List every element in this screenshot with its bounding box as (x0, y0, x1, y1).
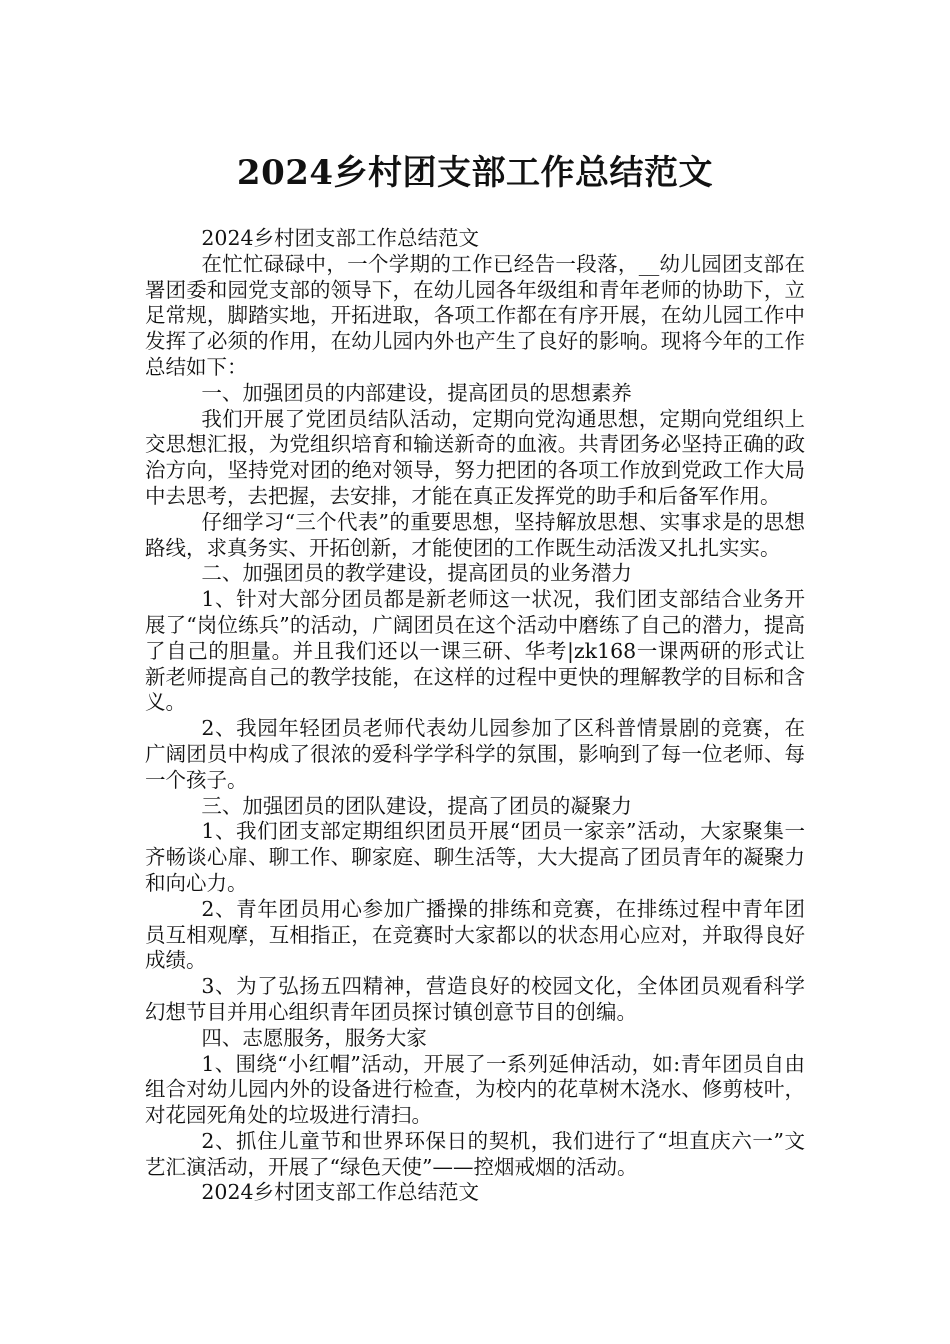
paragraph: 2、我园年轻团员老师代表幼儿园参加了区科普情景剧的竞赛，在广阔团员中构成了很浓的爱科学学科学的氛围，影响到了每一位老师、每一个孩子。 (145, 716, 805, 792)
paragraph-footer-repeat: 2024乡村团支部工作总结范文 (201, 1180, 480, 1205)
paragraph: 仔细学习“三个代表”的重要思想，坚持解放思想、实事求是的思想路线，求真务实、开拓创新，才能使团的工作既生动活泼又扎扎实实。 (145, 509, 805, 560)
paragraph: 1、围绕“小红帽”活动，开展了一系列延伸活动，如:青年团员自由组合对幼儿园内外的设备进行检查，为校内的花草树木浇水、修剪枝叶，对花园死角处的垃圾进行清扫。 (145, 1051, 805, 1128)
section-heading-3: 三、加强团员的团队建设，提高了团员的凝聚力 (201, 793, 632, 818)
paragraph: 1、我们团支部定期组织团员开展“团员一家亲”活动，大家聚集一齐畅谈心扉、聊工作、聊家庭、聊生活等，大大提高了团员青年的凝聚力和向心力。 (145, 819, 805, 895)
section-heading-2: 二、加强团员的教学建设，提高团员的业务潜力 (201, 561, 632, 586)
section-heading-4: 四、志愿服务，服务大家 (201, 1025, 427, 1050)
paragraph-intro: 在忙忙碌碌中，一个学期的工作已经告一段落，__幼儿园团支部在署团委和园党支部的领导下，在幼儿园各年级组和青年老师的协助下，立足常规，脚踏实地，开拓进取，各项工作都在有序开展，在幼儿园工作中发挥了必须的作用，在幼儿园内外也产生了良好的影响。现将今年的工作总结如下： (145, 251, 805, 379)
paragraph: 2、青年团员用心参加广播操的排练和竞赛，在排练过程中青年团员互相观摩，互相指正，在竞赛时大家都以的状态用心应对，并取得良好成绩。 (145, 896, 805, 973)
paragraph-heading-repeat: 2024乡村团支部工作总结范文 (201, 226, 480, 250)
paragraph: 1、针对大部分团员都是新老师这一状况，我们团支部结合业务开展了“岗位练兵”的活动，广阔团员在这个活动中磨练了自己的潜力，提高了自己的胆量。并且我们还以一课三研、华考|zk168一课两研的形式让新老师提高自己的教学技能，在这样的过程中更快的理解教学的目标和含义。 (145, 587, 805, 715)
document-body (145, 226, 805, 1206)
paragraph: 2、抓住儿童节和世界环保日的契机，我们进行了“坦直庆六一”文艺汇演活动，开展了“绿色天使”——控烟戒烟的活动。 (145, 1128, 805, 1179)
document-title: 2024乡村团支部工作总结范文 (236, 152, 714, 193)
paragraph: 我们开展了党团员结队活动，定期向党沟通思想，定期向党组织上交思想汇报，为党组织培育和输送新奇的血液。共青团务必坚持正确的政治方向，坚持党对团的绝对领导，努力把团的各项工作放到党政工作大局中去思考，去把握，去安排，才能在真正发挥党的助手和后备军作用。 (145, 406, 805, 508)
paragraph: 3、为了弘扬五四精神，营造良好的校园文化，全体团员观看科学幻想节目并用心组织青年团员探讨镇创意节目的创编。 (145, 974, 805, 1024)
section-heading-1: 一、加强团员的内部建设，提高团员的思想素养 (201, 380, 632, 405)
